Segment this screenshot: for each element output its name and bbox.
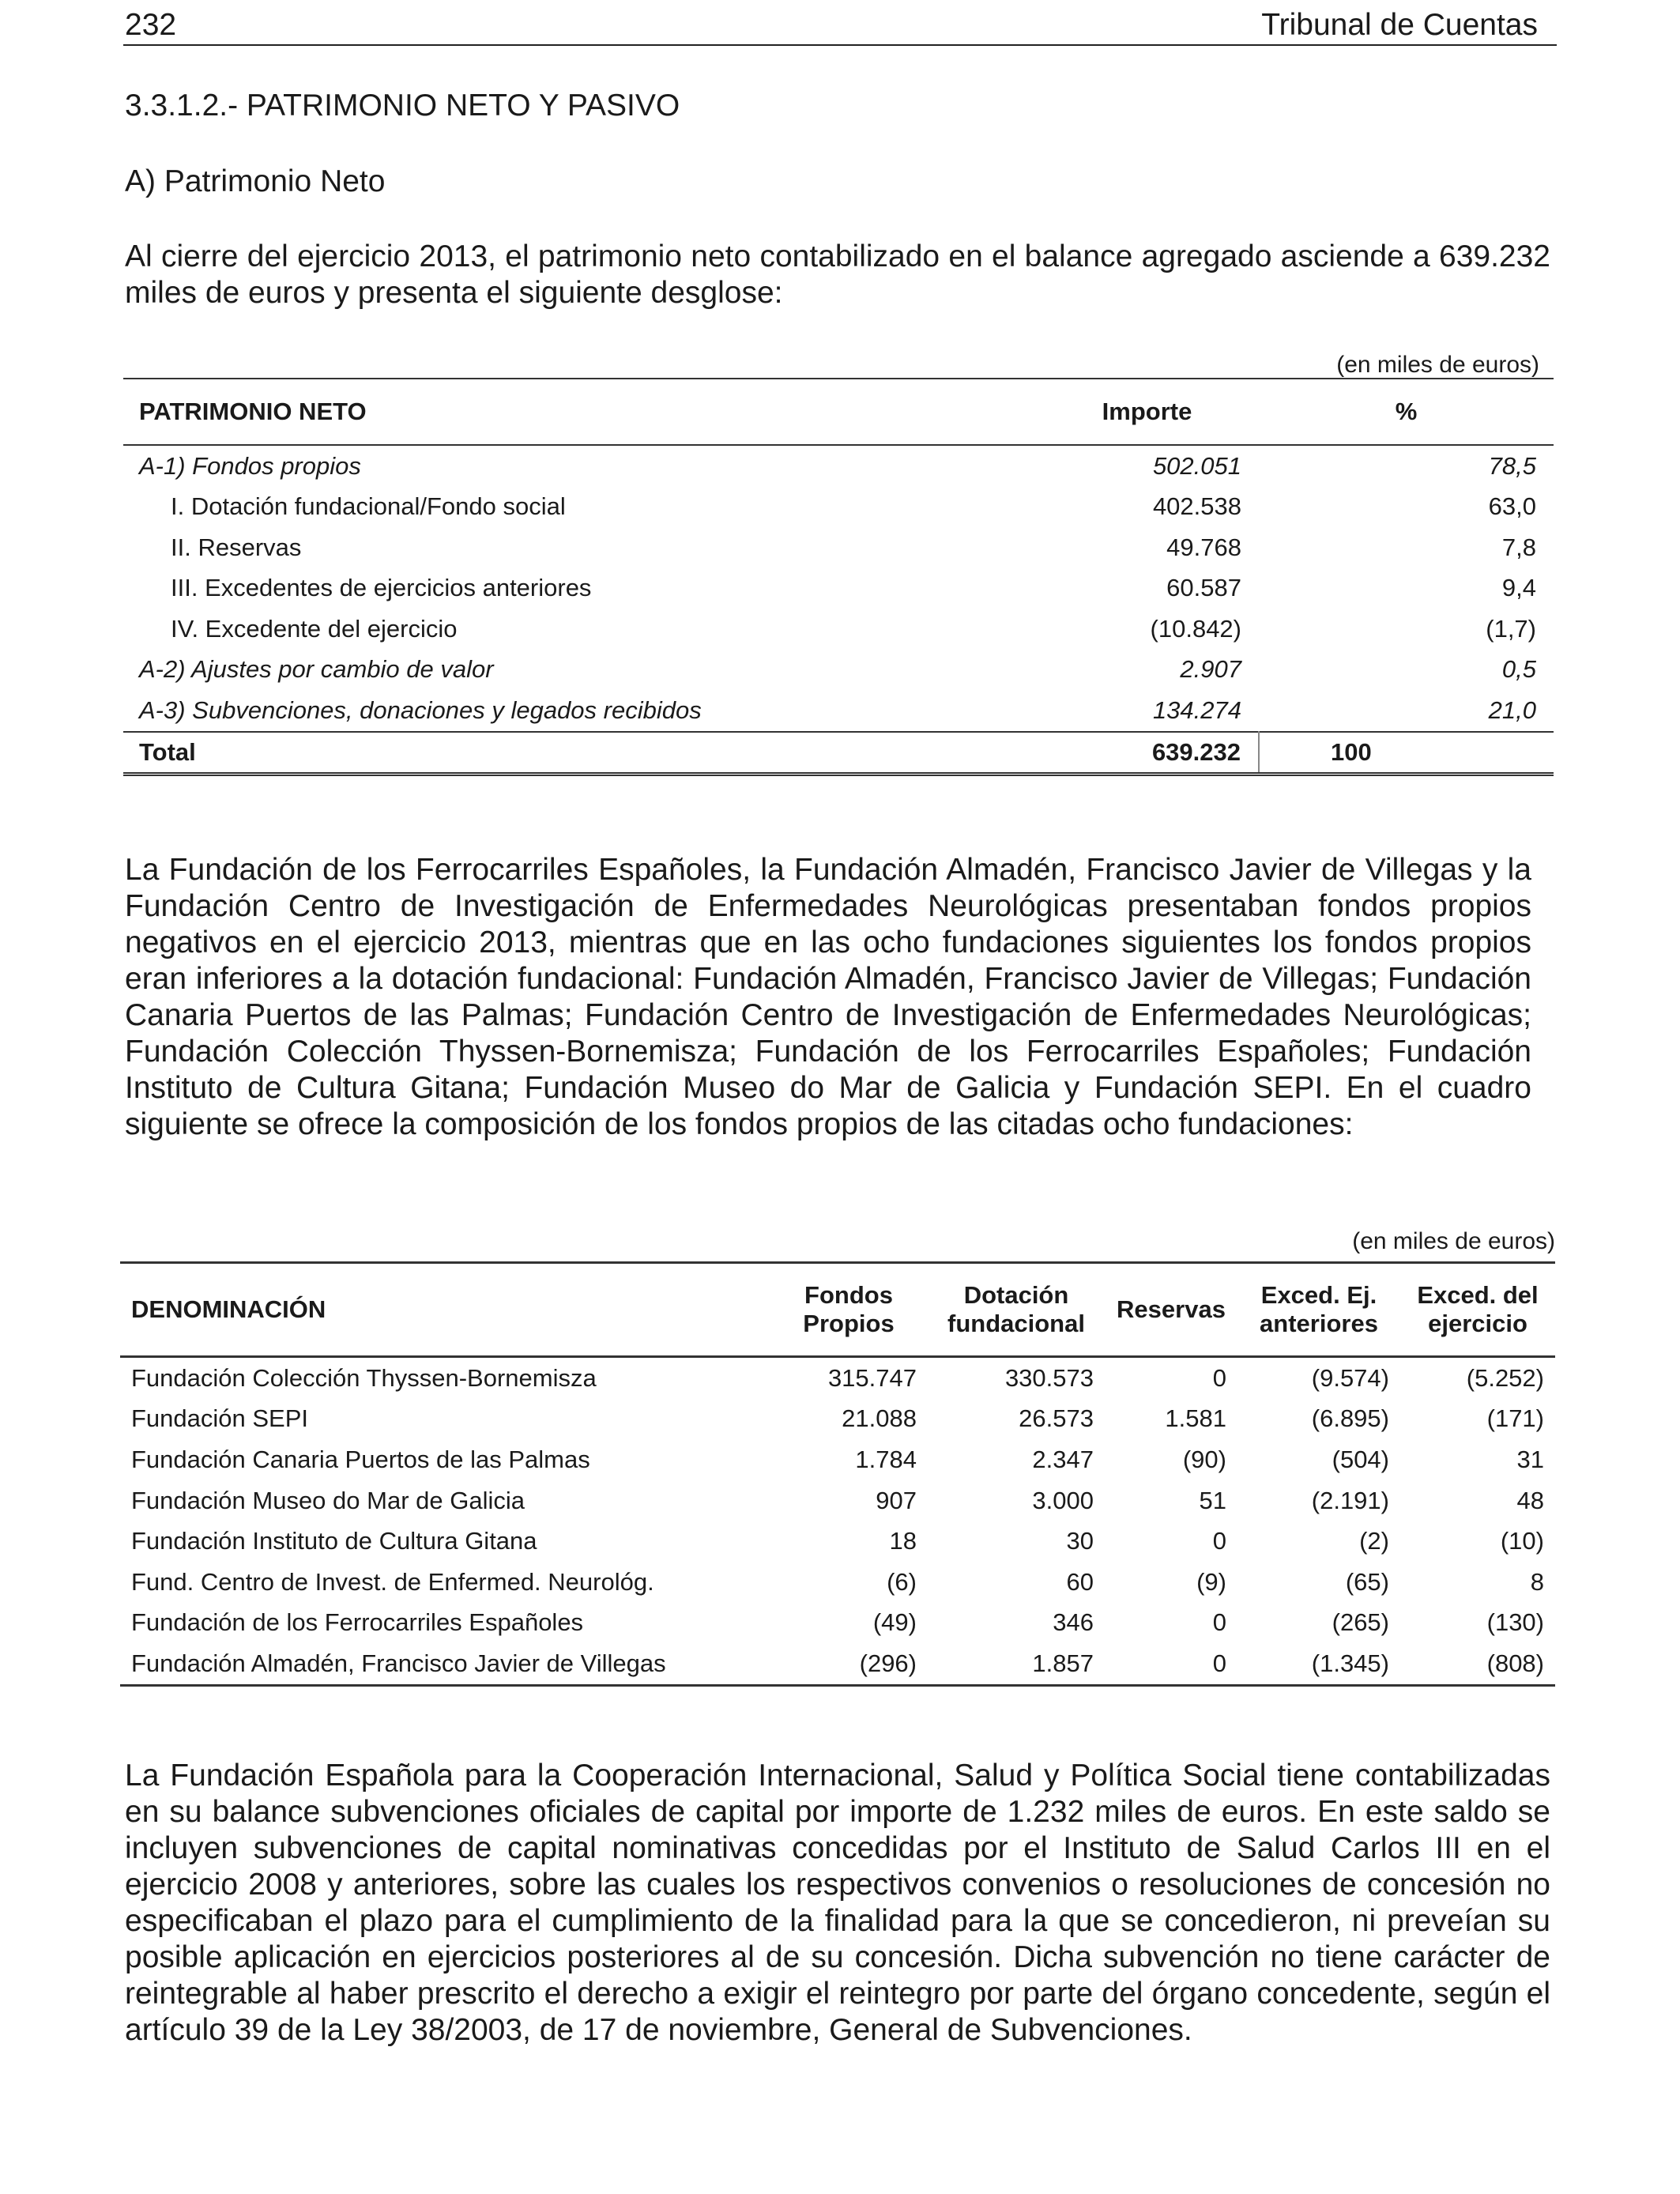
fondos-propios-cell: 907 [876, 1486, 917, 1514]
foundation-name: Fundación SEPI [131, 1404, 309, 1433]
foundation-name: Fund. Centro de Invest. de Enfermed. Neurológ. [131, 1567, 654, 1596]
importe-cell: (10.842) [1150, 614, 1241, 643]
row-label: A-1) Fondos propios [139, 451, 361, 480]
table-row [123, 690, 1554, 732]
importe-cell: 402.538 [1152, 492, 1241, 521]
reservas-cell: (9) [1196, 1567, 1226, 1596]
dotacion-cell: 1.857 [928, 1643, 1105, 1685]
foundation-name: Fundación de los Ferrocarriles Españoles [131, 1608, 584, 1637]
paragraph-subvenciones: La Fundación Española para la Cooperación Internacional, Salud y Política Social tiene contabilizadas en su balance subvenciones oficiales de capital por importe de 1.232 miles de euros. En este saldo se incluyen subvenciones de capital nominativas concedidas por el Instituto de Salud Carlos III en el ejercicio 2008 y anteriores, sobre las cuales los respectivos convenios o resoluciones de concesión no especificaban el plazo para el cumplimiento de la finalidad para la que se concedieron, ni preveían su posible aplicación en ejercicios posteriores al de su concesión. Dicha subvención no tiene carácter de reintegrable al haber prescrito el derecho a exigir el reintegro por parte del órgano concedente, según el artículo 39 de la Ley 38/2003, de 17 de noviembre, General de Subvenciones. [125, 1759, 1550, 2047]
header-line: ejercicio [1428, 1310, 1527, 1337]
exced-anteriores-cell: (265) [1332, 1608, 1389, 1637]
dotacion-cell: 26.573 [1019, 1404, 1094, 1433]
exced-ejercicio-cell: (10) [1500, 1527, 1544, 1555]
table-row [123, 568, 1554, 609]
table-row [123, 609, 1554, 650]
importe-cell: 134.274 [1152, 696, 1241, 724]
table-row [120, 1562, 1555, 1603]
table-header-row [123, 379, 1554, 445]
exced-ejercicio-cell: 48 [1516, 1486, 1544, 1514]
subsection-title: A) Patrimonio Neto [125, 164, 386, 198]
row-label: I. Dotación fundacional/Fondo social [171, 492, 566, 521]
foundation-name: Fundación Almadén, Francisco Javier de Villegas [120, 1643, 770, 1685]
foundation-name: Fundación Museo do Mar de Galicia [131, 1486, 525, 1514]
total-label: Total [123, 732, 1035, 775]
fondos-propios-cell: 18 [889, 1527, 917, 1555]
importe-cell: 502.051 [1152, 451, 1241, 480]
foundation-name: Fundación Colección Thyssen-Bornemisza [131, 1363, 597, 1392]
column-header-dotacion [928, 1263, 1105, 1357]
column-header: Importe [1035, 379, 1259, 445]
importe-cell: 2.907 [1180, 655, 1241, 684]
table-row [120, 1439, 1555, 1480]
table-row [123, 650, 1554, 691]
header-line: fundacional [947, 1310, 1085, 1337]
column-header-exced-ejercicio [1400, 1263, 1555, 1357]
section-title: 3.3.1.2.- PATRIMONIO NETO Y PASIVO [125, 89, 680, 123]
pct-cell: 63,0 [1488, 492, 1536, 521]
header-line: Fondos [804, 1281, 893, 1309]
row-label: A-3) Subvenciones, donaciones y legados recibidos [139, 696, 702, 724]
total-importe: 639.232 [1035, 732, 1259, 775]
table-row [120, 1480, 1555, 1521]
reservas-cell: 1.581 [1165, 1404, 1226, 1433]
exced-anteriores-cell: (2) [1359, 1527, 1389, 1555]
header-line: Dotación [963, 1281, 1069, 1309]
pct-cell: (1,7) [1486, 614, 1536, 643]
table-row [123, 445, 1554, 487]
exced-anteriores-cell: (504) [1332, 1445, 1389, 1473]
foundation-name: Fundación Instituto de Cultura Gitana [131, 1527, 537, 1555]
fondos-propios-table [120, 1261, 1555, 1687]
fondos-propios-cell: 315.747 [827, 1363, 917, 1392]
dotacion-cell: 3.000 [1032, 1486, 1094, 1514]
fondos-propios-cell: 1.784 [855, 1445, 917, 1473]
column-header-fondos-propios [770, 1263, 928, 1357]
exced-ejercicio-cell: (808) [1400, 1643, 1555, 1685]
table-row [123, 527, 1554, 568]
pct-cell: 78,5 [1488, 451, 1536, 480]
header-line: Exced. Ej. [1260, 1281, 1377, 1309]
exced-ejercicio-cell: (171) [1486, 1404, 1544, 1433]
dotacion-cell: 346 [1053, 1608, 1094, 1637]
exced-anteriores-cell: (2.191) [1311, 1486, 1389, 1514]
fondos-propios-cell: (6) [887, 1567, 917, 1596]
reservas-cell: 51 [1199, 1486, 1226, 1514]
dotacion-cell: 60 [1066, 1567, 1094, 1596]
column-header: % [1259, 379, 1554, 445]
fondos-propios-cell: (296) [770, 1643, 928, 1685]
exced-anteriores-cell: (65) [1345, 1567, 1389, 1596]
column-header-reservas: Reservas [1105, 1263, 1237, 1357]
importe-cell: 49.768 [1166, 533, 1241, 561]
exced-ejercicio-cell: (5.252) [1466, 1363, 1544, 1392]
foundation-name: Fundación Canaria Puertos de las Palmas [131, 1445, 590, 1473]
exced-anteriores-cell: (1.345) [1237, 1643, 1400, 1685]
exced-ejercicio-cell: (130) [1486, 1608, 1544, 1637]
pct-cell: 21,0 [1488, 696, 1536, 724]
exced-ejercicio-cell: 31 [1516, 1445, 1544, 1473]
dotacion-cell: 2.347 [1032, 1445, 1094, 1473]
reservas-cell: 0 [1105, 1643, 1237, 1685]
exced-ejercicio-cell: 8 [1530, 1567, 1544, 1596]
reservas-cell: 0 [1212, 1608, 1226, 1637]
header-line: Propios [803, 1310, 895, 1337]
column-header-denominacion: DENOMINACIÓN [120, 1263, 770, 1357]
paragraph-fondos-negativos: La Fundación de los Ferrocarriles Españoles, la Fundación Almadén, Francisco Javier de Villegas y la Fundación Centro de Investigación de Enfermedades Neurológicas presentaban fondos propios negativos en el ejercicio 2013, mientras que en las ocho fundaciones siguientes los fondos propios eran inferiores a la dotación fundacional: Fundación Almadén, Francisco Javier de Villegas; Fundación Canaria Puertos de las Palmas; Fundación Centro de Investigación de Enfermedades Neurológicas; Fundación Colección Thyssen-Bornemisza; Fundación de los Ferrocarriles Españoles; Fundación Instituto de Cultura Gitana; Fundación Museo do Mar de Galicia y Fundación SEPI. En el cuadro siguiente se ofrece la composición de los fondos propios de las citadas ocho fundaciones: [125, 853, 1531, 1141]
reservas-cell: 0 [1212, 1527, 1226, 1555]
pct-cell: 0,5 [1501, 655, 1536, 684]
table2-unit-note: (en miles de euros) [1352, 1228, 1555, 1254]
exced-anteriores-cell: (6.895) [1311, 1404, 1389, 1433]
dotacion-cell: 330.573 [1004, 1363, 1094, 1392]
table-row [120, 1399, 1555, 1440]
table-row [120, 1643, 1555, 1685]
pct-cell: 9,4 [1501, 574, 1536, 602]
table-row [120, 1521, 1555, 1562]
dotacion-cell: 30 [1066, 1527, 1094, 1555]
row-label: III. Excedentes de ejercicios anteriores [171, 574, 592, 602]
table-row [120, 1603, 1555, 1644]
header-line: Exced. del [1417, 1281, 1539, 1309]
patrimonio-neto-table [123, 378, 1554, 776]
pct-cell: 7,8 [1501, 533, 1536, 561]
row-label: IV. Excedente del ejercicio [171, 614, 458, 643]
header-line: anteriores [1260, 1310, 1378, 1337]
running-title: Tribunal de Cuentas [1261, 8, 1538, 42]
total-pct: 100 [1259, 732, 1554, 775]
running-header [123, 6, 1557, 46]
table-row [120, 1357, 1555, 1399]
page-number: 232 [125, 8, 177, 42]
exced-anteriores-cell: (9.574) [1311, 1363, 1389, 1392]
reservas-cell: 0 [1212, 1363, 1226, 1392]
intro-paragraph: Al cierre del ejercicio 2013, el patrimonio neto contabilizado en el balance agregado asciende a 639.232 miles de euros y presenta el siguiente desglose: [125, 239, 1550, 310]
importe-cell: 60.587 [1166, 574, 1241, 602]
table1-unit-note: (en miles de euros) [1336, 352, 1539, 378]
total-row [123, 732, 1554, 775]
row-label: A-2) Ajustes por cambio de valor [139, 655, 494, 684]
row-label: II. Reservas [171, 533, 302, 561]
reservas-cell: (90) [1182, 1445, 1226, 1473]
column-header: PATRIMONIO NETO [123, 379, 1035, 445]
table-row [123, 487, 1554, 528]
table-header-row [120, 1263, 1555, 1357]
column-header-exced-anteriores [1237, 1263, 1400, 1357]
fondos-propios-cell: (49) [872, 1608, 917, 1637]
fondos-propios-cell: 21.088 [842, 1404, 917, 1433]
